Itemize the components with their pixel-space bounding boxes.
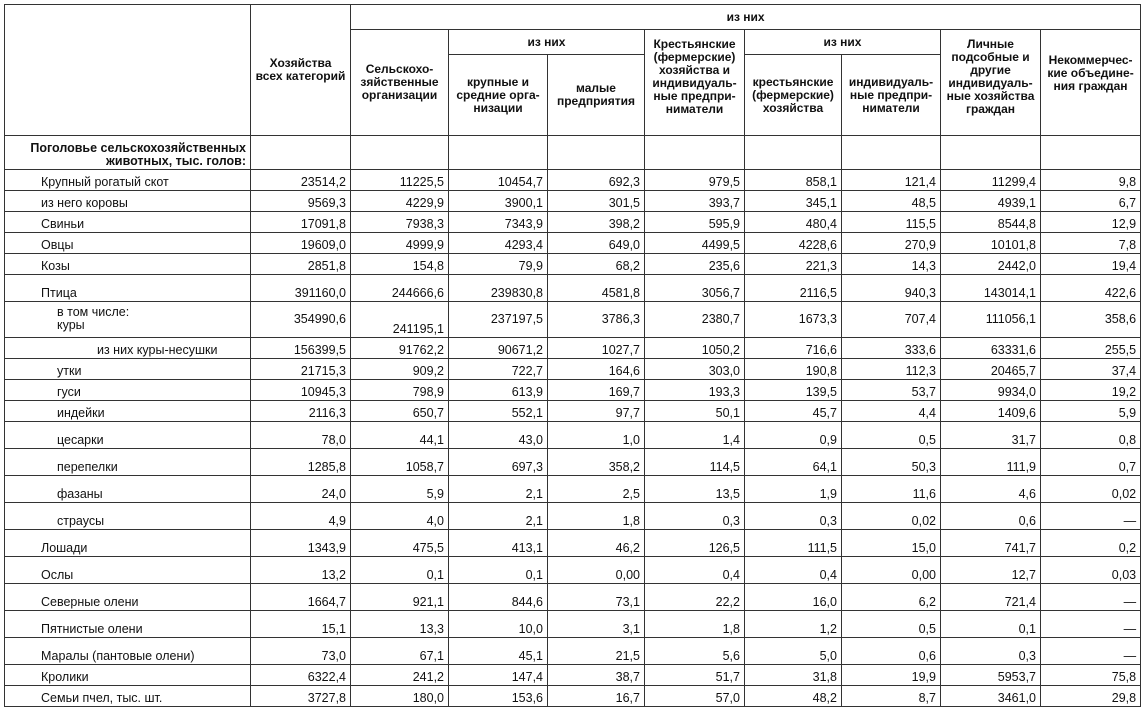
value-cell: 50,3: [842, 449, 941, 476]
value-cell: 31,7: [941, 422, 1041, 449]
table-row: [5, 380, 1141, 401]
value-cell: 741,7: [941, 530, 1041, 557]
row-label: фазаны: [5, 476, 251, 503]
value-cell: 4939,1: [941, 191, 1041, 212]
value-cell: 3727,8: [251, 686, 351, 707]
value-cell: 147,4: [449, 665, 548, 686]
value-cell: 1,8: [548, 503, 645, 530]
value-cell: 50,1: [645, 401, 745, 422]
value-cell: 5,9: [1041, 401, 1141, 422]
value-cell: 169,7: [548, 380, 645, 401]
value-cell: 244666,6: [351, 275, 449, 302]
row-label: Крупный рогатый скот: [5, 170, 251, 191]
value-cell: 112,3: [842, 359, 941, 380]
value-cell: 2380,7: [645, 302, 745, 338]
value-cell: 37,4: [1041, 359, 1141, 380]
table-row: [5, 338, 1141, 359]
value-cell: 3786,3: [548, 302, 645, 338]
value-cell: 1,9: [745, 476, 842, 503]
value-cell: 0,4: [745, 557, 842, 584]
value-cell: 7938,3: [351, 212, 449, 233]
value-cell: 6322,4: [251, 665, 351, 686]
value-cell: 0,9: [745, 422, 842, 449]
value-cell: 15,1: [251, 611, 351, 638]
value-cell: 301,5: [548, 191, 645, 212]
value-cell: 9934,0: [941, 380, 1041, 401]
value-cell: 164,6: [548, 359, 645, 380]
row-label: Птица: [5, 275, 251, 302]
value-cell: 111056,1: [941, 302, 1041, 338]
value-cell: 1343,9: [251, 530, 351, 557]
value-cell: 38,7: [548, 665, 645, 686]
value-cell: 354990,6: [251, 302, 351, 338]
value-cell: 0,1: [449, 557, 548, 584]
row-label: цесарки: [5, 422, 251, 449]
value-cell: 255,5: [1041, 338, 1141, 359]
value-cell: 91762,2: [351, 338, 449, 359]
value-cell: 3,1: [548, 611, 645, 638]
value-cell: 126,5: [645, 530, 745, 557]
value-cell: 22,2: [645, 584, 745, 611]
table-row: [5, 212, 1141, 233]
value-cell: 0,7: [1041, 449, 1141, 476]
value-cell: 4,4: [842, 401, 941, 422]
row-label-line: в том числе:: [57, 305, 130, 319]
value-cell: 391160,0: [251, 275, 351, 302]
value-cell: 156399,5: [251, 338, 351, 359]
row-label: гуси: [5, 380, 251, 401]
value-cell: 2,5: [548, 476, 645, 503]
value-cell: 0,02: [1041, 476, 1141, 503]
header-households: Личные подсобные и другие индивидуаль-ные хозяйства граждан: [941, 30, 1041, 136]
value-cell: 940,3: [842, 275, 941, 302]
value-cell: 11225,5: [351, 170, 449, 191]
value-cell: 5,0: [745, 638, 842, 665]
table-row: [5, 233, 1141, 254]
value-cell: 1,8: [645, 611, 745, 638]
header-of-them: из них: [351, 5, 1141, 30]
value-cell: 10945,3: [251, 380, 351, 401]
table-row: [5, 611, 1141, 638]
value-cell: 121,4: [842, 170, 941, 191]
value-cell: 979,5: [645, 170, 745, 191]
value-cell: 180,0: [351, 686, 449, 707]
header-corner: [5, 5, 251, 136]
value-cell: 43,0: [449, 422, 548, 449]
value-cell: 2,1: [449, 476, 548, 503]
value-cell: 0,3: [941, 638, 1041, 665]
value-cell: 3056,7: [645, 275, 745, 302]
value-cell: 10,0: [449, 611, 548, 638]
value-cell: 154,8: [351, 254, 449, 275]
value-cell: 692,3: [548, 170, 645, 191]
value-cell: 6,2: [842, 584, 941, 611]
value-cell: 1664,7: [251, 584, 351, 611]
value-cell: 413,1: [449, 530, 548, 557]
value-cell: 4999,9: [351, 233, 449, 254]
row-label: Маралы (пантовые олени): [5, 638, 251, 665]
value-cell: 0,6: [941, 503, 1041, 530]
value-cell: 422,6: [1041, 275, 1141, 302]
table-row: [5, 275, 1141, 302]
value-cell: 0,3: [645, 503, 745, 530]
value-cell: 235,6: [645, 254, 745, 275]
value-cell: 143014,1: [941, 275, 1041, 302]
row-label: Кролики: [5, 665, 251, 686]
value-cell: 4229,9: [351, 191, 449, 212]
value-cell: 14,3: [842, 254, 941, 275]
value-cell: 4293,4: [449, 233, 548, 254]
table-row: [5, 191, 1141, 212]
value-cell: 1,2: [745, 611, 842, 638]
value-cell: 68,2: [548, 254, 645, 275]
table-row: [5, 401, 1141, 422]
value-cell: 0,3: [745, 503, 842, 530]
value-cell: 4499,5: [645, 233, 745, 254]
value-cell: 475,5: [351, 530, 449, 557]
value-cell: 15,0: [842, 530, 941, 557]
value-cell: 111,5: [745, 530, 842, 557]
header-peasant-farms: крестьянские (фермерские) хозяйства: [745, 55, 842, 136]
value-cell: 2442,0: [941, 254, 1041, 275]
value-cell: 10454,7: [449, 170, 548, 191]
value-cell: 11299,4: [941, 170, 1041, 191]
value-cell: 649,0: [548, 233, 645, 254]
value-cell: 613,9: [449, 380, 548, 401]
value-cell: 0,03: [1041, 557, 1141, 584]
table-row: [5, 170, 1141, 191]
row-label: утки: [5, 359, 251, 380]
value-cell: 12,7: [941, 557, 1041, 584]
value-cell: 29,8: [1041, 686, 1141, 707]
row-label: Северные олени: [5, 584, 251, 611]
value-cell: 21,5: [548, 638, 645, 665]
row-label-line: куры: [57, 318, 85, 332]
value-cell: 1,4: [645, 422, 745, 449]
value-cell: 139,5: [745, 380, 842, 401]
value-cell: 303,0: [645, 359, 745, 380]
value-cell: 6,7: [1041, 191, 1141, 212]
value-cell: 67,1: [351, 638, 449, 665]
value-cell: 0,6: [842, 638, 941, 665]
value-cell: 0,00: [842, 557, 941, 584]
value-cell: —: [1041, 503, 1141, 530]
value-cell: 20465,7: [941, 359, 1041, 380]
value-cell: 393,7: [645, 191, 745, 212]
value-cell: 1,0: [548, 422, 645, 449]
value-cell: 3900,1: [449, 191, 548, 212]
row-label: Овцы: [5, 233, 251, 254]
value-cell: 358,6: [1041, 302, 1141, 338]
value-cell: 17091,8: [251, 212, 351, 233]
table-row: [5, 359, 1141, 380]
header-peasant-farms-total: Крестьянские (фермерские) хозяйства и индивидуаль-ные предпри-ниматели: [645, 30, 745, 136]
value-cell: 270,9: [842, 233, 941, 254]
row-label: из него коровы: [5, 191, 251, 212]
header-individual: индивидуаль-ные предпри-ниматели: [842, 55, 941, 136]
value-cell: 0,02: [842, 503, 941, 530]
livestock-table: [4, 4, 1141, 707]
value-cell: 0,5: [842, 422, 941, 449]
value-cell: 16,0: [745, 584, 842, 611]
value-cell: 595,9: [645, 212, 745, 233]
value-cell: 4581,8: [548, 275, 645, 302]
value-cell: 21715,3: [251, 359, 351, 380]
table-body: [5, 136, 1141, 707]
table-row: [5, 584, 1141, 611]
value-cell: 23514,2: [251, 170, 351, 191]
value-cell: 3461,0: [941, 686, 1041, 707]
value-cell: —: [1041, 611, 1141, 638]
row-label: перепелки: [5, 449, 251, 476]
value-cell: 722,7: [449, 359, 548, 380]
value-cell: 10101,8: [941, 233, 1041, 254]
value-cell: 358,2: [548, 449, 645, 476]
value-cell: 1050,2: [645, 338, 745, 359]
value-cell: 90671,2: [449, 338, 548, 359]
value-cell: 0,8: [1041, 422, 1141, 449]
value-cell: 0,2: [1041, 530, 1141, 557]
value-cell: 2116,3: [251, 401, 351, 422]
value-cell: 45,1: [449, 638, 548, 665]
value-cell: 73,1: [548, 584, 645, 611]
value-cell: 73,0: [251, 638, 351, 665]
header-all-categories: Хозяйства всех категорий: [251, 5, 351, 136]
value-cell: 844,6: [449, 584, 548, 611]
value-cell: 19,9: [842, 665, 941, 686]
value-cell: 0,00: [548, 557, 645, 584]
value-cell: 97,7: [548, 401, 645, 422]
row-label: Семьи пчел, тыс. шт.: [5, 686, 251, 707]
value-cell: 721,4: [941, 584, 1041, 611]
value-cell: 193,3: [645, 380, 745, 401]
row-label: Козы: [5, 254, 251, 275]
value-cell: 4,0: [351, 503, 449, 530]
value-cell: 697,3: [449, 449, 548, 476]
value-cell: 9569,3: [251, 191, 351, 212]
value-cell: 8544,8: [941, 212, 1041, 233]
value-cell: 909,2: [351, 359, 449, 380]
value-cell: 858,1: [745, 170, 842, 191]
value-cell: 241,2: [351, 665, 449, 686]
value-cell: 921,1: [351, 584, 449, 611]
value-cell: 64,1: [745, 449, 842, 476]
value-cell: 45,7: [745, 401, 842, 422]
value-cell: 153,6: [449, 686, 548, 707]
value-cell: 12,9: [1041, 212, 1141, 233]
value-cell: 53,7: [842, 380, 941, 401]
table-row: [5, 449, 1141, 476]
value-cell: 19,4: [1041, 254, 1141, 275]
section-title: Поголовье сельскохозяйственных животных, тыс. голов:: [5, 136, 251, 170]
header-of-them-peasant: из них: [745, 30, 941, 55]
value-cell: 2116,5: [745, 275, 842, 302]
table-row: [5, 422, 1141, 449]
value-cell: 44,1: [351, 422, 449, 449]
value-cell: 190,8: [745, 359, 842, 380]
value-cell: 19,2: [1041, 380, 1141, 401]
value-cell: 1027,7: [548, 338, 645, 359]
table-row: [5, 530, 1141, 557]
value-cell: 4228,6: [745, 233, 842, 254]
value-cell: 1058,7: [351, 449, 449, 476]
value-cell: 1285,8: [251, 449, 351, 476]
value-cell: 5953,7: [941, 665, 1041, 686]
value-cell: 19609,0: [251, 233, 351, 254]
row-label: Свиньи: [5, 212, 251, 233]
row-label: Пятнистые олени: [5, 611, 251, 638]
value-cell: 51,7: [645, 665, 745, 686]
value-cell: 7,8: [1041, 233, 1141, 254]
value-cell: 0,1: [351, 557, 449, 584]
value-cell: 4,6: [941, 476, 1041, 503]
value-cell: 221,3: [745, 254, 842, 275]
value-cell: 716,6: [745, 338, 842, 359]
value-cell: 16,7: [548, 686, 645, 707]
value-cell: 24,0: [251, 476, 351, 503]
row-label: страусы: [5, 503, 251, 530]
value-cell: 241195,1: [351, 302, 449, 338]
value-cell: 345,1: [745, 191, 842, 212]
value-cell: 115,5: [842, 212, 941, 233]
value-cell: 650,7: [351, 401, 449, 422]
header-noncommercial: Некоммерчес-кие объедине-ния граждан: [1041, 30, 1141, 136]
header-large-medium: крупные и средние орга-низации: [449, 55, 548, 136]
value-cell: 13,2: [251, 557, 351, 584]
value-cell: 48,2: [745, 686, 842, 707]
value-cell: 5,6: [645, 638, 745, 665]
section-row: [5, 136, 1141, 170]
value-cell: 111,9: [941, 449, 1041, 476]
value-cell: 0,1: [941, 611, 1041, 638]
value-cell: 0,4: [645, 557, 745, 584]
header-agri-orgs: Сельскохо-зяйственные организации: [351, 30, 449, 136]
value-cell: 237197,5: [449, 302, 548, 338]
value-cell: 2851,8: [251, 254, 351, 275]
value-cell: 75,8: [1041, 665, 1141, 686]
value-cell: 9,8: [1041, 170, 1141, 191]
value-cell: 13,3: [351, 611, 449, 638]
value-cell: 114,5: [645, 449, 745, 476]
row-label: из них куры-несушки: [5, 338, 251, 359]
table-header: [5, 5, 1141, 136]
value-cell: 13,5: [645, 476, 745, 503]
value-cell: 398,2: [548, 212, 645, 233]
value-cell: 2,1: [449, 503, 548, 530]
value-cell: 707,4: [842, 302, 941, 338]
value-cell: 48,5: [842, 191, 941, 212]
value-cell: 333,6: [842, 338, 941, 359]
row-label: Ослы: [5, 557, 251, 584]
row-label: индейки: [5, 401, 251, 422]
header-small: малые предприятия: [548, 55, 645, 136]
table-row: [5, 665, 1141, 686]
value-cell: 31,8: [745, 665, 842, 686]
table-row: [5, 503, 1141, 530]
table-row: [5, 254, 1141, 275]
value-cell: 7343,9: [449, 212, 548, 233]
value-cell: 8,7: [842, 686, 941, 707]
row-label: [5, 302, 251, 338]
value-cell: 480,4: [745, 212, 842, 233]
table-row: [5, 686, 1141, 707]
row-label: Лошади: [5, 530, 251, 557]
value-cell: 11,6: [842, 476, 941, 503]
value-cell: 1673,3: [745, 302, 842, 338]
value-cell: 57,0: [645, 686, 745, 707]
header-of-them-agri: из них: [449, 30, 645, 55]
value-cell: 5,9: [351, 476, 449, 503]
value-cell: 798,9: [351, 380, 449, 401]
value-cell: 4,9: [251, 503, 351, 530]
value-cell: 78,0: [251, 422, 351, 449]
value-cell: —: [1041, 584, 1141, 611]
value-cell: 0,5: [842, 611, 941, 638]
value-cell: 239830,8: [449, 275, 548, 302]
table-row: [5, 638, 1141, 665]
value-cell: —: [1041, 638, 1141, 665]
table-row: [5, 476, 1141, 503]
table-row: [5, 557, 1141, 584]
value-cell: 1409,6: [941, 401, 1041, 422]
value-cell: 552,1: [449, 401, 548, 422]
value-cell: 79,9: [449, 254, 548, 275]
value-cell: 46,2: [548, 530, 645, 557]
value-cell: 63331,6: [941, 338, 1041, 359]
table-row: [5, 302, 1141, 338]
